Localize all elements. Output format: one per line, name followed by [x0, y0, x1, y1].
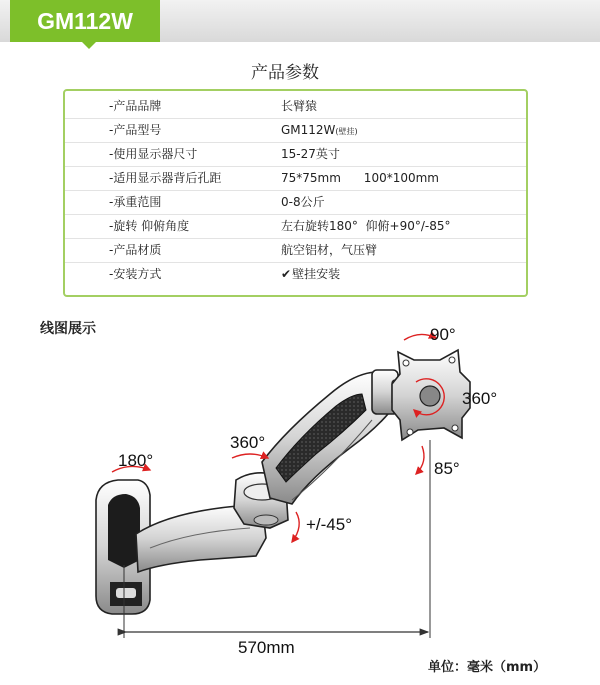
width-label: 570mm	[238, 638, 295, 657]
model-badge: GM112W	[10, 0, 160, 42]
spec-title: 产品参数	[251, 63, 319, 83]
spec-key: -产品型号	[109, 123, 162, 137]
spec-key: -适用显示器背后孔距	[109, 171, 222, 185]
spec-key: -产品材质	[109, 243, 162, 257]
spec-key: -承重范围	[109, 195, 162, 209]
spec-key: -产品品牌	[109, 99, 162, 113]
spec-value: 长臂猿	[281, 99, 318, 113]
spec-value: GM112W	[281, 123, 336, 137]
rotation-label-mid: 360°	[230, 433, 266, 452]
tilt-down-label: 85°	[434, 459, 460, 478]
tilt-up-label: 90°	[430, 325, 456, 344]
spec-key: -使用显示器尺寸	[109, 147, 198, 161]
spec-value: 15-27英寸	[281, 147, 340, 161]
spec-value: 0-8公斤	[281, 195, 325, 209]
spec-note: (壁挂)	[335, 127, 358, 136]
tilt-label: +/-45°	[306, 515, 353, 534]
vesa-plate	[392, 350, 470, 440]
checkmark-icon: ✔	[281, 267, 292, 281]
drawing-title: 线图展示	[40, 321, 96, 337]
rotation-label-wall: 180°	[118, 451, 154, 470]
spec-value: 航空铝材，气压臂	[281, 243, 378, 257]
spec-value: 左右旋转180° 仰俯+90°/-85°	[281, 219, 451, 233]
plate-rotation-label: 360°	[462, 389, 498, 408]
spec-key: -旋转 仰俯角度	[109, 219, 190, 233]
unit-note: 单位：毫米（mm）	[428, 660, 547, 675]
spec-key: -安装方式	[109, 267, 162, 281]
spec-value: 75*75mm 100*100mm	[281, 171, 439, 185]
spec-value: 壁挂安装	[292, 267, 341, 281]
